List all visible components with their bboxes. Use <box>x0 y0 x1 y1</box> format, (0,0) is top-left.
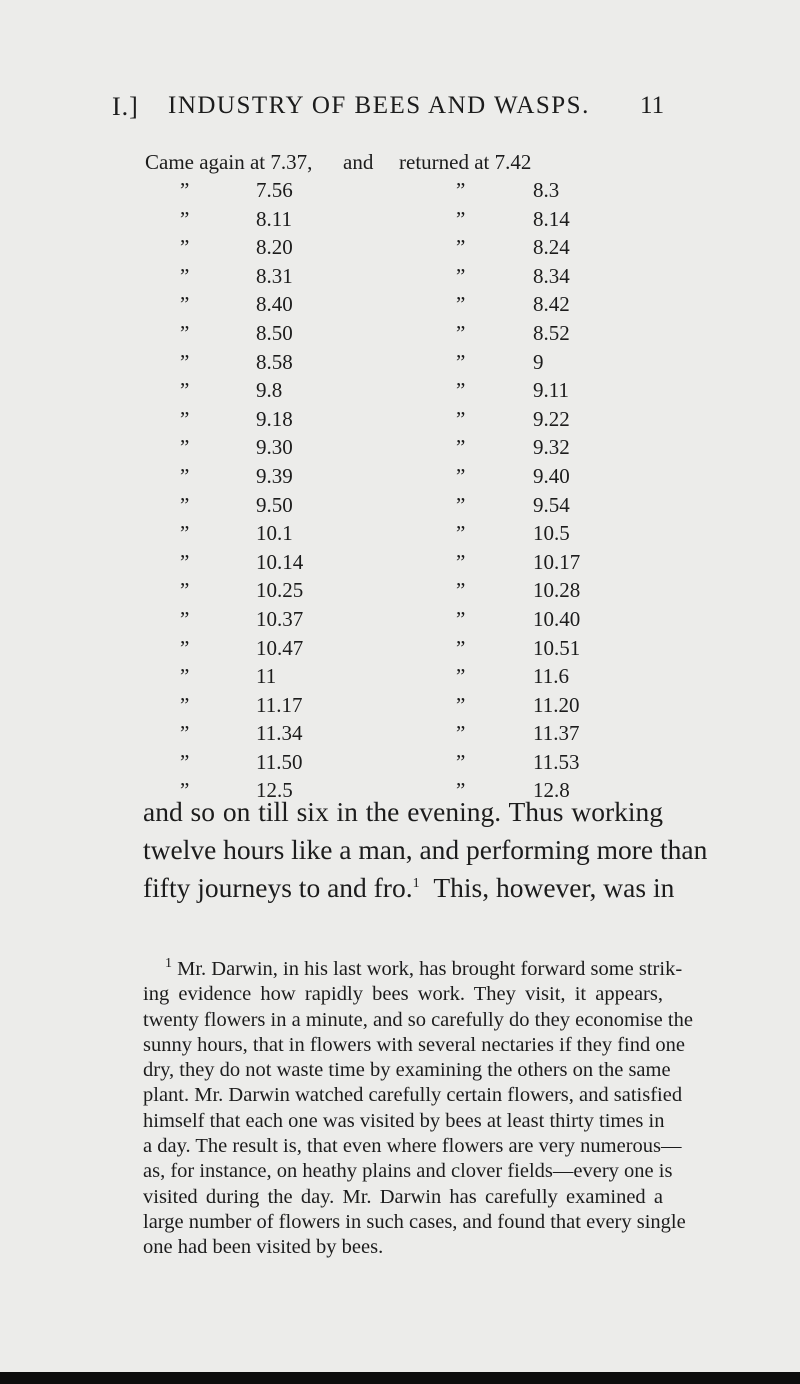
body-paragraph <box>143 793 708 907</box>
ditto-mark: ” <box>456 263 466 288</box>
returned-time: 9.22 <box>533 406 570 431</box>
footnote-line <box>143 1159 673 1184</box>
time-row <box>0 636 800 665</box>
ditto-mark: ” <box>180 521 190 546</box>
came-time: 10.1 <box>256 521 293 546</box>
returned-time: 12.8 <box>533 778 570 803</box>
came-time: 8.31 <box>256 263 293 288</box>
ditto-mark: ” <box>456 692 466 717</box>
ditto-mark: ” <box>456 578 466 603</box>
ditto-mark: ” <box>180 664 190 689</box>
time-row <box>0 464 800 493</box>
footnote-line <box>143 1134 682 1159</box>
body-line <box>143 869 675 907</box>
time-row <box>0 578 800 607</box>
ditto-mark: ” <box>456 463 466 488</box>
bottom-scan-edge <box>0 1372 800 1384</box>
footnote-line-text: Mr. Darwin, in his last work, has brought forward some strik- <box>177 958 683 980</box>
footnote-line-text: himself that each one was visited by bees at least thirty times in <box>143 1109 665 1132</box>
body-line-text: fifty journeys to and fro. <box>143 872 413 903</box>
returned-time: 8.3 <box>533 178 560 202</box>
ditto-mark: ” <box>456 435 466 460</box>
time-row <box>0 493 800 522</box>
time-row <box>0 264 800 293</box>
body-line: and so on till six in the evening. Thus working <box>143 796 663 827</box>
returned-time: 9.54 <box>533 492 570 517</box>
returned-time: 8.14 <box>533 206 570 231</box>
ditto-mark: ” <box>456 721 466 746</box>
returned-time: 9 <box>533 349 544 374</box>
ditto-mark: ” <box>180 549 190 574</box>
footnote-line-text: as, for instance, on heathy plains and clover fields—every one is <box>143 1160 673 1183</box>
time-row <box>0 550 800 579</box>
returned-time: 11.37 <box>533 721 580 746</box>
time-table-rows <box>0 178 800 807</box>
ditto-mark: ” <box>180 749 190 774</box>
ditto-mark: ” <box>456 749 466 774</box>
returned-time: 11.6 <box>533 664 569 689</box>
body-line: twelve hours like a man, and performing more than <box>143 834 708 865</box>
footnote <box>143 956 693 1261</box>
ditto-mark: ” <box>180 349 190 374</box>
returned-time: 9.11 <box>533 378 569 403</box>
time-row <box>0 721 800 750</box>
header-returned: returned at 7.42 <box>399 150 532 174</box>
footnote-line-text: twenty flowers in a minute, and so carefully do they economise the <box>143 1008 693 1031</box>
returned-time: 10.40 <box>533 606 581 631</box>
ditto-mark: ” <box>180 378 190 403</box>
footnote-line-text: visited during the day. Mr. Darwin has carefully examined a <box>143 1185 663 1208</box>
came-time: 9.8 <box>256 378 283 403</box>
returned-time: 11.20 <box>533 692 580 717</box>
ditto-mark: ” <box>180 320 190 345</box>
footnote-line-text: plant. Mr. Darwin watched carefully certain flowers, and satisfied <box>143 1084 683 1107</box>
page-number: 11 <box>640 92 665 119</box>
ditto-mark: ” <box>456 320 466 345</box>
footnote-reference: 1 <box>412 875 420 891</box>
came-time: 8.58 <box>256 349 293 374</box>
ditto-mark: ” <box>180 235 190 260</box>
footnote-line <box>143 1033 685 1058</box>
ditto-mark: ” <box>456 178 466 202</box>
returned-time: 9.40 <box>533 463 570 488</box>
time-row <box>0 407 800 436</box>
ditto-mark: ” <box>456 778 466 803</box>
ditto-mark: ” <box>180 292 190 317</box>
time-row <box>0 664 800 693</box>
came-time: 11.17 <box>256 692 303 717</box>
header-came-again: Came again at 7.37, <box>145 150 313 174</box>
ditto-mark: ” <box>456 549 466 574</box>
body-line-text: This, however, was in <box>433 872 675 903</box>
footnote-line <box>143 1083 683 1108</box>
time-row <box>0 435 800 464</box>
footnote-line <box>143 1210 686 1235</box>
chapter-marker: I.] <box>112 92 139 121</box>
returned-time: 10.51 <box>533 635 581 660</box>
ditto-mark: ” <box>180 721 190 746</box>
footnote-line <box>143 1109 663 1134</box>
came-time: 10.14 <box>256 549 304 574</box>
ditto-mark: ” <box>456 664 466 689</box>
footnote-line-text: sunny hours, that in flowers with several nectaries if they find one <box>143 1033 685 1056</box>
time-row <box>0 292 800 321</box>
returned-time: 8.42 <box>533 292 570 317</box>
came-time: 9.50 <box>256 492 293 517</box>
ditto-mark: ” <box>180 578 190 603</box>
returned-time: 10.5 <box>533 521 570 546</box>
ditto-mark: ” <box>180 178 190 202</box>
time-row <box>0 235 800 264</box>
time-row <box>0 178 800 207</box>
returned-time: 8.34 <box>533 263 570 288</box>
returned-time: 8.24 <box>533 235 570 260</box>
time-row <box>0 378 800 407</box>
time-row <box>0 750 800 779</box>
time-row <box>0 521 800 550</box>
returned-time: 9.32 <box>533 435 570 460</box>
came-time: 11 <box>256 664 277 689</box>
ditto-mark: ” <box>180 206 190 231</box>
footnote-line <box>143 1235 663 1260</box>
came-time: 9.18 <box>256 406 293 431</box>
ditto-mark: ” <box>180 606 190 631</box>
came-time: 8.20 <box>256 235 293 260</box>
came-time: 9.39 <box>256 463 293 488</box>
time-row <box>0 321 800 350</box>
footnote-line <box>143 1185 663 1210</box>
ditto-mark: ” <box>180 406 190 431</box>
came-time: 10.37 <box>256 606 304 631</box>
ditto-mark: ” <box>180 263 190 288</box>
ditto-mark: ” <box>180 435 190 460</box>
footnote-line <box>143 982 663 1007</box>
ditto-mark: ” <box>456 206 466 231</box>
came-time: 9.30 <box>256 435 293 460</box>
time-row <box>0 607 800 636</box>
came-time: 10.47 <box>256 635 304 660</box>
footnote-line-text: one had been visited by bees. <box>143 1236 384 1259</box>
footnote-line <box>143 1008 693 1033</box>
ditto-mark: ” <box>456 606 466 631</box>
ditto-mark: ” <box>180 635 190 660</box>
header-and: and <box>343 150 374 174</box>
ditto-mark: ” <box>456 635 466 660</box>
returned-time: 10.17 <box>533 549 581 574</box>
ditto-mark: ” <box>456 378 466 403</box>
came-time: 11.50 <box>256 749 303 774</box>
ditto-mark: ” <box>180 778 190 803</box>
footnote-marker: 1 <box>165 956 172 972</box>
came-time: 8.11 <box>256 206 292 231</box>
time-row <box>0 693 800 722</box>
ditto-mark: ” <box>456 521 466 546</box>
came-time: 11.34 <box>256 721 303 746</box>
footnote-line-text: dry, they do not waste time by examining the others on the same <box>143 1059 671 1082</box>
returned-time: 10.28 <box>533 578 581 603</box>
ditto-mark: ” <box>180 692 190 717</box>
returned-time: 8.52 <box>533 320 570 345</box>
ditto-mark: ” <box>456 349 466 374</box>
footnote-line-text: ing evidence how rapidly bees work. They visit, it appears, <box>143 983 663 1006</box>
footnote-line-text: a day. The result is, that even where flowers are very numerous— <box>143 1135 682 1158</box>
time-row <box>0 207 800 236</box>
returned-time: 11.53 <box>533 749 580 774</box>
came-time: 12.5 <box>256 778 293 803</box>
ditto-mark: ” <box>456 292 466 317</box>
footnote-line <box>143 956 683 982</box>
footnote-line <box>143 1058 671 1083</box>
running-head <box>0 92 800 128</box>
ditto-mark: ” <box>180 492 190 517</box>
came-time: 10.25 <box>256 578 304 603</box>
ditto-mark: ” <box>456 492 466 517</box>
came-time: 8.40 <box>256 292 293 317</box>
came-time: 8.50 <box>256 320 293 345</box>
ditto-mark: ” <box>456 406 466 431</box>
came-time: 7.56 <box>256 178 293 202</box>
ditto-mark: ” <box>456 235 466 260</box>
time-row <box>0 350 800 379</box>
running-title: INDUSTRY OF BEES AND WASPS. <box>168 92 590 119</box>
footnote-line-text: large number of flowers in such cases, and found that every single <box>143 1210 686 1233</box>
ditto-mark: ” <box>180 463 190 488</box>
